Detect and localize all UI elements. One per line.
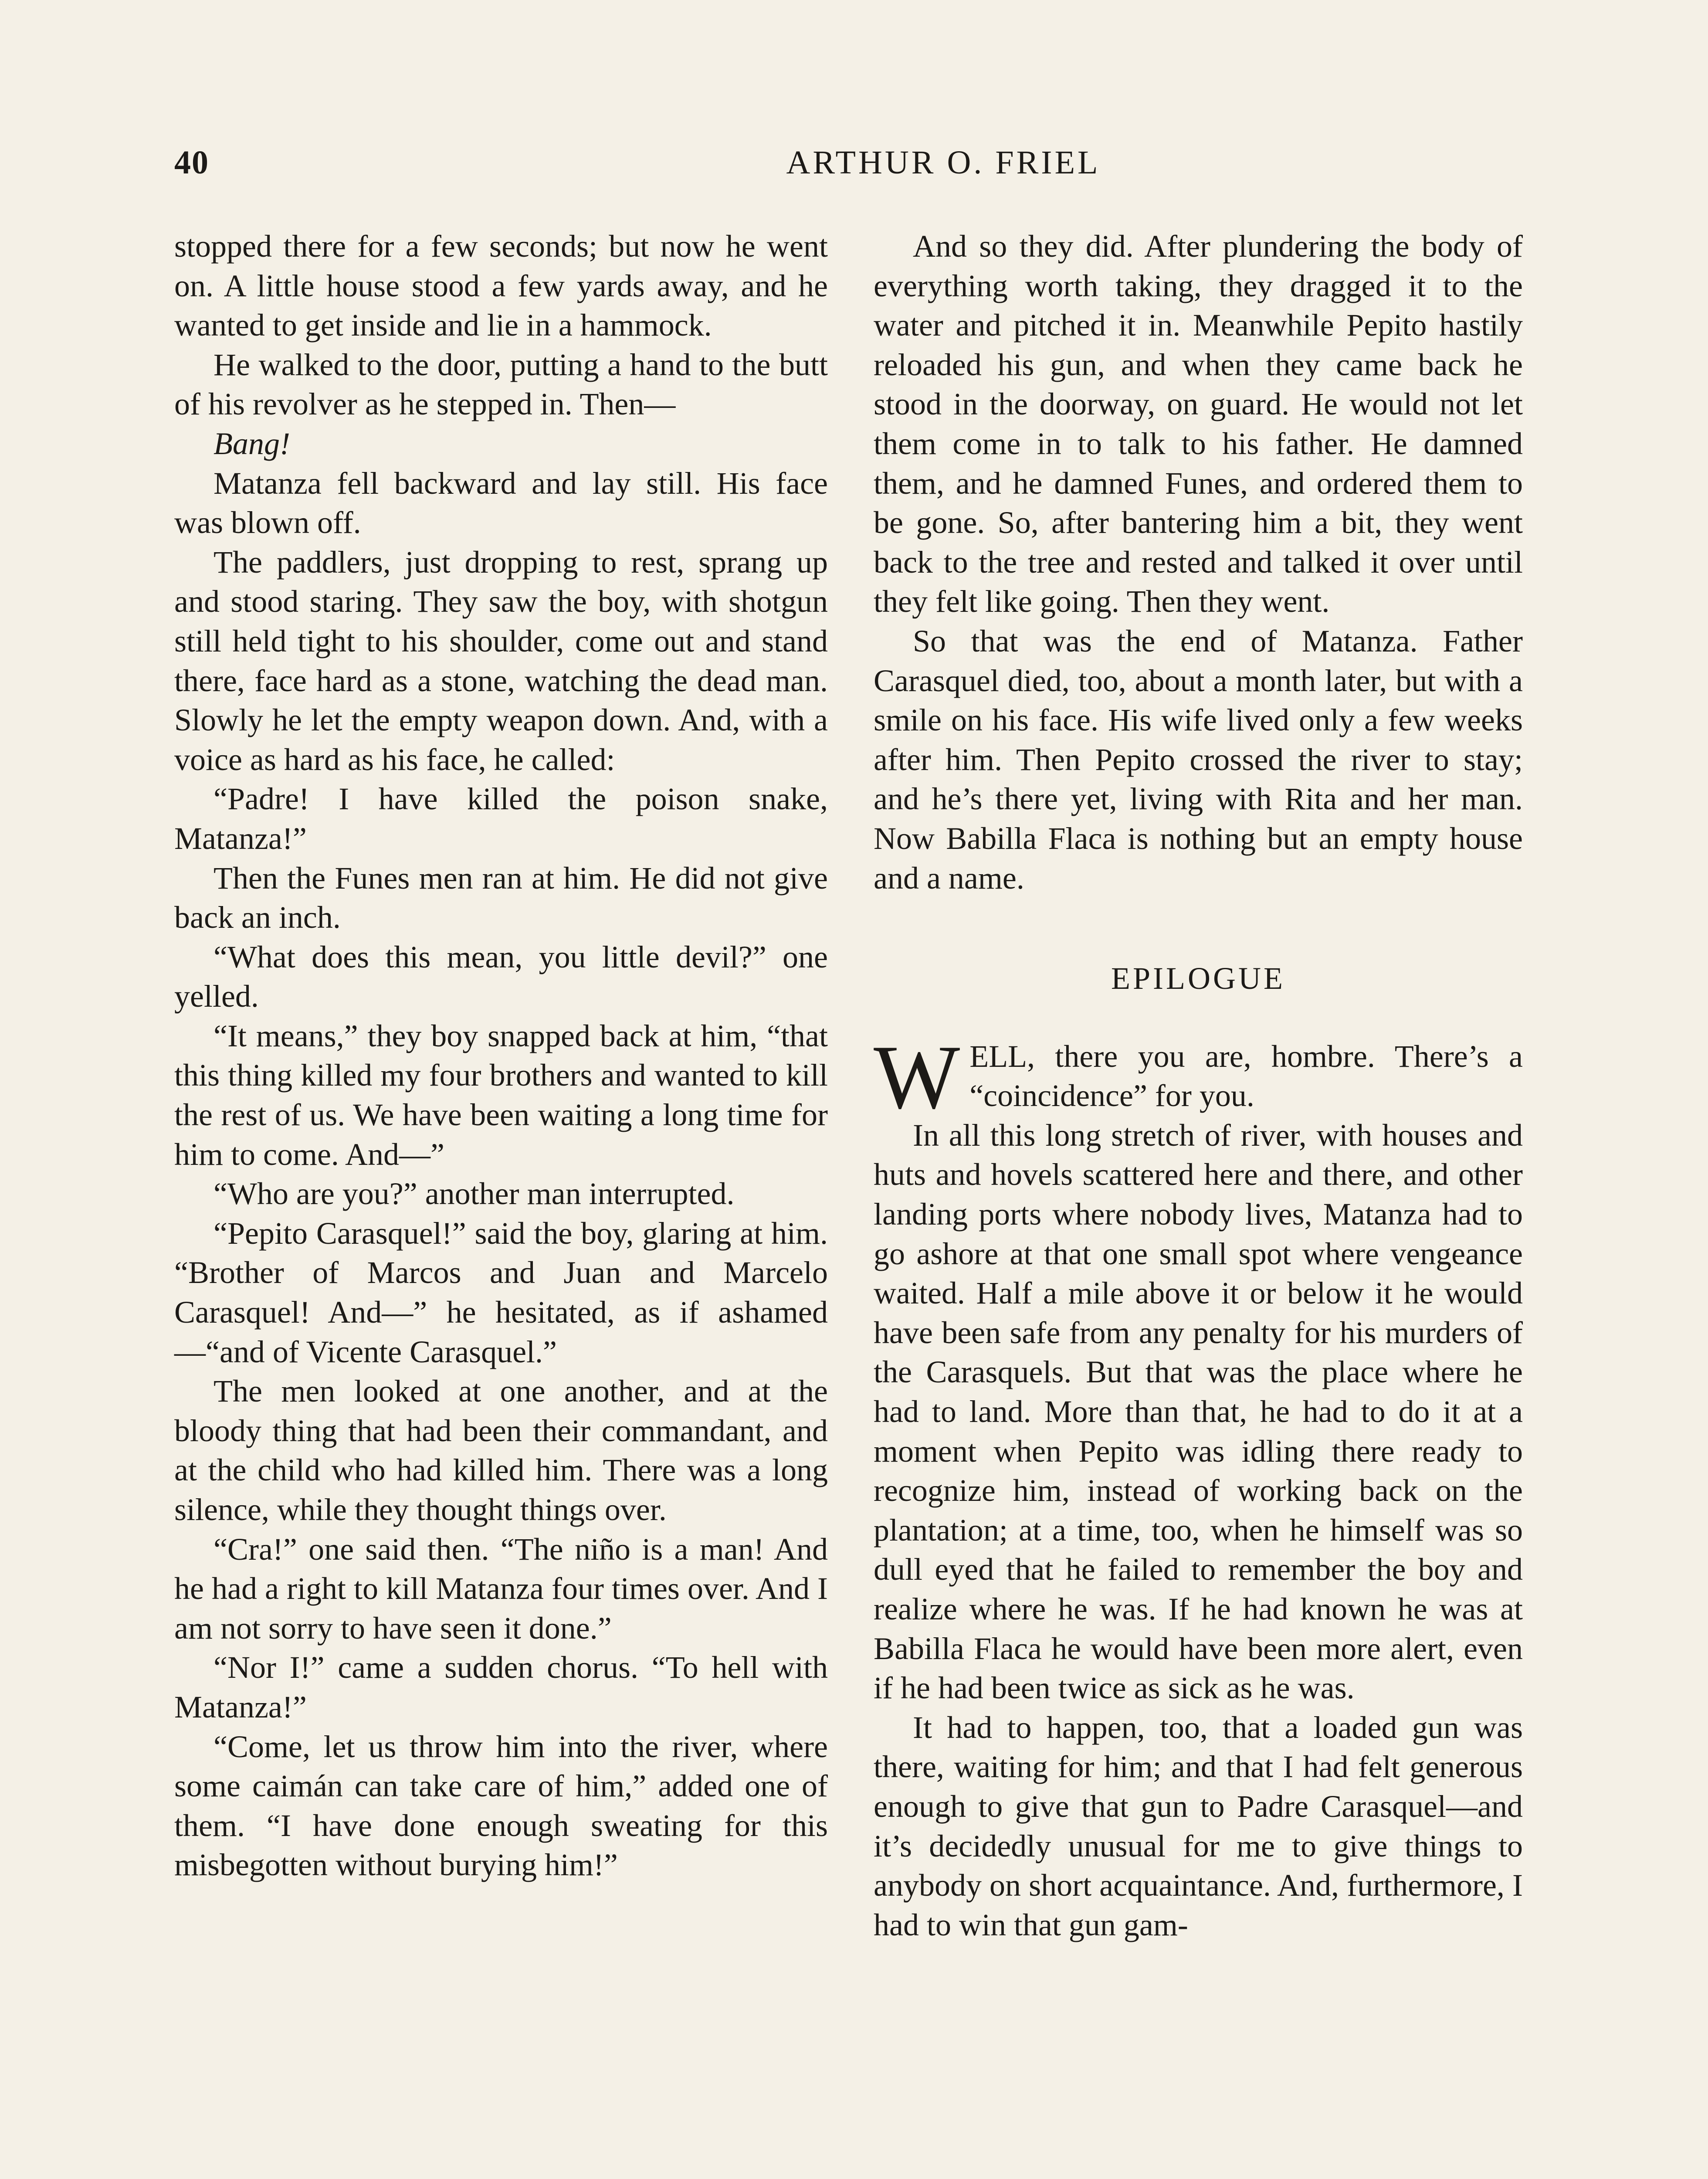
paragraph: He walked to the door, putting a hand to the butt of his revolver as he stepped in. Then— [174, 347, 828, 422]
page-number: 40 [174, 144, 209, 181]
paragraph: The men looked at one another, and at the bloody thing that had been their commandant, and at the child who had killed him. There was a long silence, while they thought things over. [174, 1374, 828, 1527]
paragraph: “It means,” they boy snapped back at him, “that this thing killed my four brothers and wanted to kill the rest of us. We have been waiting a long time for him to come. And—” [174, 1018, 828, 1172]
paragraph: The paddlers, just dropping to rest, sprang up and stood staring. They saw the boy, with shotgun still held tight to his shoulder, come out and stand there, face hard as a stone, watching the dead man. Slowly he let the empty weapon down. And, with a voice as hard as his face, he called: [174, 544, 828, 777]
paragraph: Bang! [214, 426, 290, 461]
section-heading: EPILOGUE [1111, 961, 1285, 996]
paragraph: “Cra!” one said then. “The niño is a man! And he had a right to kill Matanza four times over. And I am not sorry to have seen it done.” [174, 1531, 828, 1646]
drop-cap: W [874, 1026, 960, 1128]
epilogue-opening [874, 1026, 1523, 1128]
paragraph: “Come, let us throw him into the river, where some caimán can take care of him,” added one of them. “I have done enough sweating for this misbegotten without burying him!” [174, 1729, 828, 1883]
paragraph: In all this long stretch of river, with houses and huts and hovels scattered here and there, and other landing ports where nobody lives, Matanza had to go ashore at that one small spot where vengeance waited. Half a mile above it or below it he would have been safe from any penalty for his murders of the Carasquels. But that was the place where he had to land. More than that, he had to do it at a moment when Pepito was idling there ready to recognize him, instead of working back on the plantation; at a time, too, when he himself was so dull eyed that he failed to remember the boy and realize where he was. If he had known he was at Babilla Flaca he would have been more alert, even if he had been twice as sick as he was. [874, 1117, 1523, 1706]
paragraph: And so they did. After plundering the body of everything worth taking, they dragged it to the water and pitched it in. Meanwhile Pepito hastily reloaded his gun, and when they came back he stood in the doorway, on guard. He would not let them come in to talk to his father. He damned them, and he damned Funes, and ordered them to be gone. So, after bantering him a bit, they went back to the tree and rested and talked it over until they felt like going. Then they went. [874, 229, 1523, 619]
paragraph: So that was the end of Matanza. Father Carasquel died, too, about a month later, but with a smile on his face. His wife lived only a few weeks after him. Then Pepito crossed the river to stay; and he’s there yet, living with Rita and her man. Now Babilla Flaca is nothing but an empty house and a name. [874, 623, 1523, 896]
running-head: ARTHUR O. FRIEL [786, 144, 1101, 181]
paragraph: Then the Funes men ran at him. He did not give back an inch. [174, 860, 828, 935]
paragraph: stopped there for a few seconds; but now he went on. A little house stood a few yards away, and he wanted to get inside and lie in a hammock. [174, 229, 828, 343]
paragraph: “Padre! I have killed the poison snake, Matanza!” [174, 781, 828, 856]
paragraph: “What does this mean, you little devil?” one yelled. [174, 939, 828, 1014]
paragraph: It had to happen, too, that a loaded gun was there, waiting for him; and that I had felt generous enough to give that gun to Padre Carasquel—and it’s decidedly unusual for me to give things to anybody on short acquaintance. And, furthermore, I had to win that gun gam- [874, 1710, 1523, 1942]
epilogue-first-line: ELL, there you are, hombre. There’s a “coincidence” for you. [969, 1039, 1523, 1113]
right-column [874, 227, 1523, 1945]
paragraph: Matanza fell backward and lay still. His face was blown off. [174, 465, 828, 540]
page-header [174, 144, 1525, 196]
paragraph: “Who are you?” another man interrupted. [214, 1176, 735, 1212]
left-column [174, 227, 828, 1885]
paragraph: “Pepito Carasquel!” said the boy, glaring at him. “Brother of Marcos and Juan and Marcelo Carasquel! And—” he hesitated, as if ashamed—“and of Vicente Carasquel.” [174, 1215, 828, 1369]
paragraph: “Nor I!” came a sudden chorus. “To hell with Matanza!” [174, 1650, 828, 1724]
